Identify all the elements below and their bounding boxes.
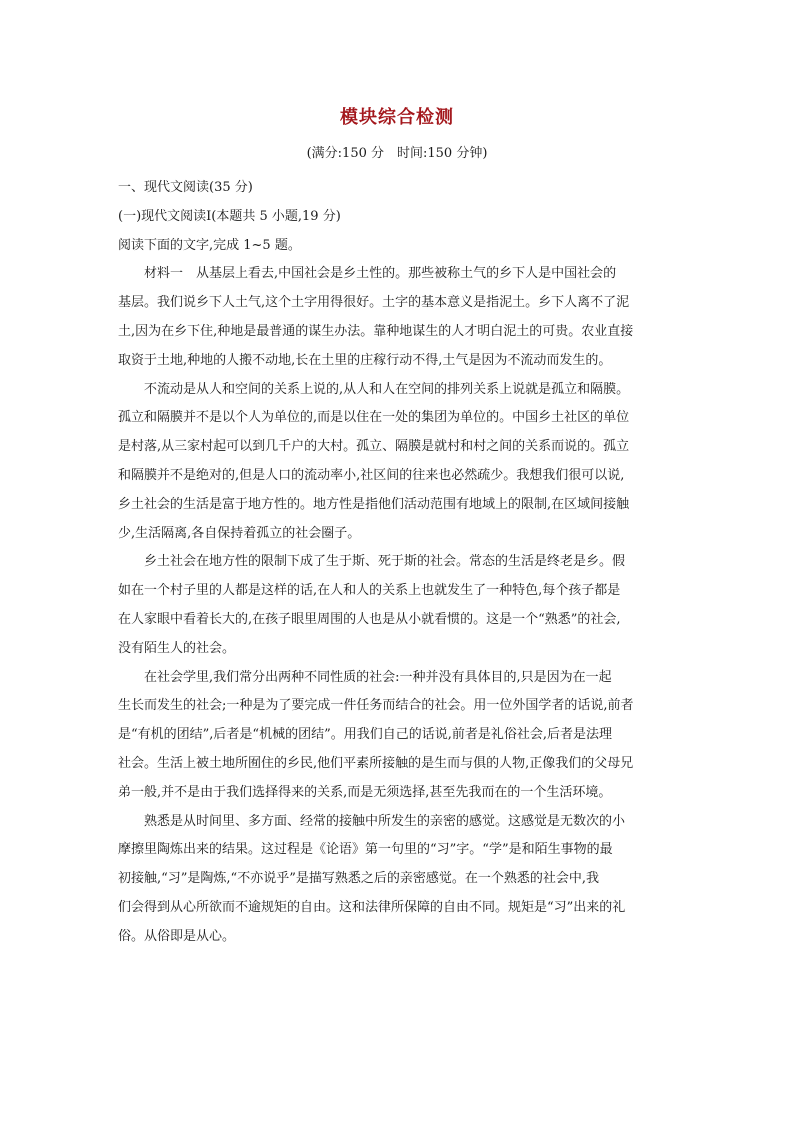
- document-body: [118, 174, 678, 952]
- paragraph-1: [118, 260, 678, 375]
- paragraph-line: 在社会学里,我们常分出两种不同性质的社会:一种并没有具体目的,只是因为在一起: [144, 669, 612, 685]
- paragraph-line: 乡土社会的生活是富于地方性的。地方性是指他们活动范围有地域上的限制,在区域间接触: [118, 496, 630, 512]
- subsection-heading: (一)现代文阅读Ⅰ(本题共 5 小题,19 分): [118, 208, 341, 224]
- paragraph-line: 们会得到从心所欲而不逾规矩的自由。这和法律所保障的自由不同。规矩是“习”出来的礼: [118, 899, 626, 915]
- paragraph-line: 取资于土地,种地的人搬不动地,长在土里的庄稼行动不得,土气是因为不流动而发生的。: [118, 352, 612, 368]
- paragraph-5: [118, 808, 678, 952]
- paragraph-line: 乡土社会在地方性的限制下成了生于斯、死于斯的社会。常态的生活是终老是乡。假: [144, 554, 626, 570]
- paragraph-line: 基层。我们说乡下人土气,这个土字用得很好。土字的基本意义是指泥土。乡下人离不了泥: [118, 295, 630, 311]
- paragraph-line: 俗。从俗即是从心。: [118, 928, 236, 944]
- paragraph-line: 是村落,从三家村起可以到几千户的大村。孤立、隔膜是就村和村之间的关系而说的。孤立: [118, 439, 630, 455]
- paragraph-line: 如在一个村子里的人都是这样的话,在人和人的关系上也就发生了一种特色,每个孩子都是: [118, 583, 621, 599]
- section-heading: 一、现代文阅读(35 分): [118, 180, 253, 195]
- paragraph-line: 在人家眼中看着长大的,在孩子眼里周围的人也是从小就看惯的。这是一个“熟悉”的社会,: [118, 611, 621, 627]
- paragraph-line: 没有陌生人的社会。: [118, 640, 236, 656]
- paragraph-line: 是“有机的团结”,后者是“机械的团结”。用我们自己的话说,前者是礼俗社会,后者是法理: [118, 727, 612, 743]
- paragraph-line: 少,生活隔离,各自保持着孤立的社会圈子。: [118, 525, 361, 541]
- paragraph-line: 孤立和隔膜并不是以个人为单位的,而是以住在一处的集团为单位的。中国乡土社区的单位: [118, 410, 630, 426]
- paragraph-line: 不流动是从人和空间的关系上说的,从人和人在空间的排列关系上说就是孤立和隔膜。: [144, 381, 630, 397]
- paragraph-4: [118, 664, 678, 808]
- reading-instruction: 阅读下面的文字,完成 1~5 题。: [118, 237, 301, 253]
- paragraph-line: 熟悉是从时间里、多方面、经常的接触中所发生的亲密的感觉。这感觉是无数次的小: [144, 813, 626, 829]
- paragraph-line: 生长而发生的社会;一种是为了要完成一件任务而结合的社会。用一位外国学者的话说,前者: [118, 698, 634, 714]
- paragraph-line: 材料一 从基层上看去,中国社会是乡土性的。那些被称土气的乡下人是中国社会的: [144, 266, 617, 282]
- document-title: 模块综合检测: [340, 107, 454, 128]
- paragraph-2: [118, 376, 678, 549]
- paragraph-3: [118, 548, 678, 663]
- paragraph-line: 和隔膜并不是绝对的,但是人口的流动率小,社区间的往来也必然疏少。我想我们很可以说,: [118, 467, 625, 483]
- exam-meta: (满分:150 分 时间:150 分钟): [306, 146, 488, 161]
- paragraph-line: 摩擦里陶炼出来的结果。这过程是《论语》第一句里的“习”字。“学”是和陌生事物的最: [118, 842, 613, 858]
- paragraph-line: 弟一般,并不是由于我们选择得来的关系,而是无须选择,甚至先我而在的一个生活环境。: [118, 784, 612, 800]
- paragraph-line: 社会。生活上被土地所囿住的乡民,他们平素所接触的是生而与俱的人物,正像我们的父母兄: [118, 755, 634, 771]
- paragraph-line: 土,因为在乡下住,种地是最普通的谋生办法。靠种地谋生的人才明白泥土的可贵。农业直接: [118, 323, 634, 339]
- paragraph-line: 初接触,“习”是陶炼,“不亦说乎”是描写熟悉之后的亲密感觉。在一个熟悉的社会中,我: [118, 871, 599, 887]
